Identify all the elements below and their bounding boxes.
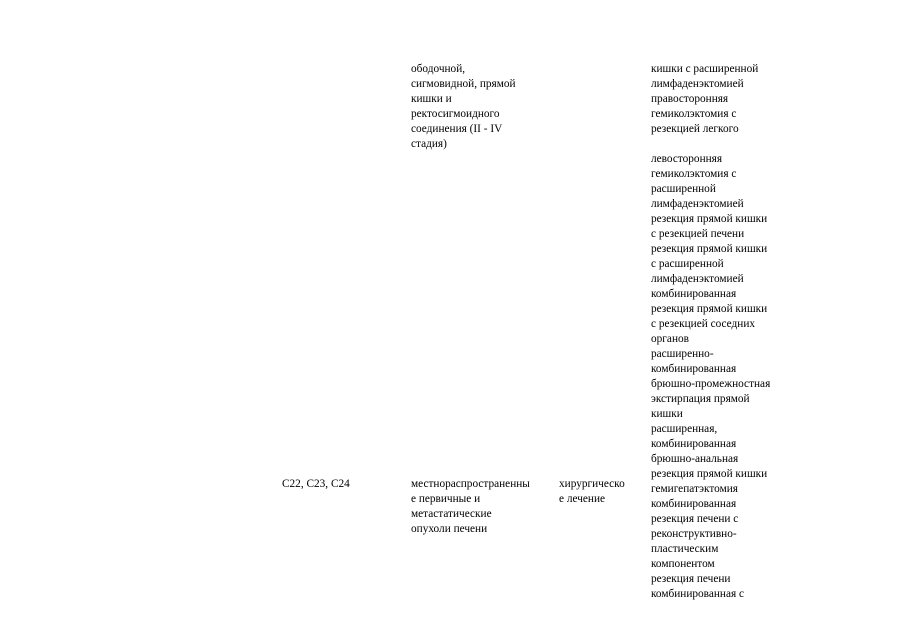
text-line: реконструктивно- — [651, 528, 737, 540]
diagnosis-cell-colon — [411, 62, 516, 152]
text-line: резекция прямой кишки — [651, 468, 768, 480]
text-line: резекция прямой кишки — [651, 213, 768, 225]
text-line: резекция печени — [651, 573, 731, 585]
text-line: лимфаденэктомией — [651, 273, 744, 285]
text-line: комбинированная — [651, 288, 737, 300]
text-line: комбинированная с — [651, 588, 745, 600]
text-line: местнораспространенны — [411, 478, 530, 490]
icd-code: C22, C23, C24 — [282, 478, 350, 490]
text-line: резекцией легкого — [651, 123, 739, 135]
text-line: органов — [651, 333, 689, 345]
text-line: резекция прямой кишки — [651, 243, 768, 255]
text-line: резекция прямой кишки — [651, 303, 768, 315]
text-line: расширенно- — [651, 348, 714, 360]
text-line: гемиколэктомия с — [651, 168, 737, 180]
text-line: опухоли печени — [411, 523, 488, 535]
text-line: компонентом — [651, 558, 715, 570]
text-line: с резекцией печени — [651, 228, 745, 240]
text-line: расширенная, — [651, 423, 718, 435]
text-line: с расширенной — [651, 258, 724, 270]
text-line: комбинированная — [651, 363, 737, 375]
text-line: соединения (II - IV — [411, 123, 503, 135]
text-line: е первичные и — [411, 493, 481, 505]
text-line: гемиколэктомия с — [651, 108, 737, 120]
text-line: брюшно-анальная — [651, 453, 739, 465]
diagnosis-cell-liver — [411, 477, 530, 537]
text-line: стадия) — [411, 138, 447, 150]
text-line: комбинированная — [651, 438, 737, 450]
text-line: гемигепатэктомия — [651, 483, 738, 495]
text-line: е лечение — [559, 493, 606, 505]
text-line: ректосигмоидного — [411, 108, 500, 120]
text-line: расширенной — [651, 183, 716, 195]
text-line: кишки с расширенной — [651, 63, 759, 75]
text-line: кишки и — [411, 93, 452, 105]
method-cell-colon-part-b — [651, 152, 770, 482]
text-line: метастатические — [411, 508, 492, 520]
text-line: сигмовидной, прямой — [411, 78, 516, 90]
text-line: правосторонняя — [651, 93, 729, 105]
text-line: лимфаденэктомией — [651, 198, 744, 210]
text-line: экстирпация прямой — [651, 393, 750, 405]
text-line: пластическим — [651, 543, 719, 555]
treatment-type-cell-liver — [559, 477, 625, 507]
text-line: левосторонняя — [651, 153, 723, 165]
text-line: ободочной, — [411, 63, 466, 75]
code-cell-c22 — [282, 477, 350, 492]
text-line: кишки — [651, 408, 683, 420]
text-line: комбинированная — [651, 498, 737, 510]
text-line: резекция печени с — [651, 513, 739, 525]
text-line: брюшно-промежностная — [651, 378, 771, 390]
text-line: лимфаденэктомией — [651, 78, 744, 90]
text-line: с резекцией соседних — [651, 318, 756, 330]
method-cell-colon-part-a — [651, 62, 758, 137]
method-cell-liver — [651, 482, 744, 602]
text-line: хирургическо — [559, 478, 625, 490]
